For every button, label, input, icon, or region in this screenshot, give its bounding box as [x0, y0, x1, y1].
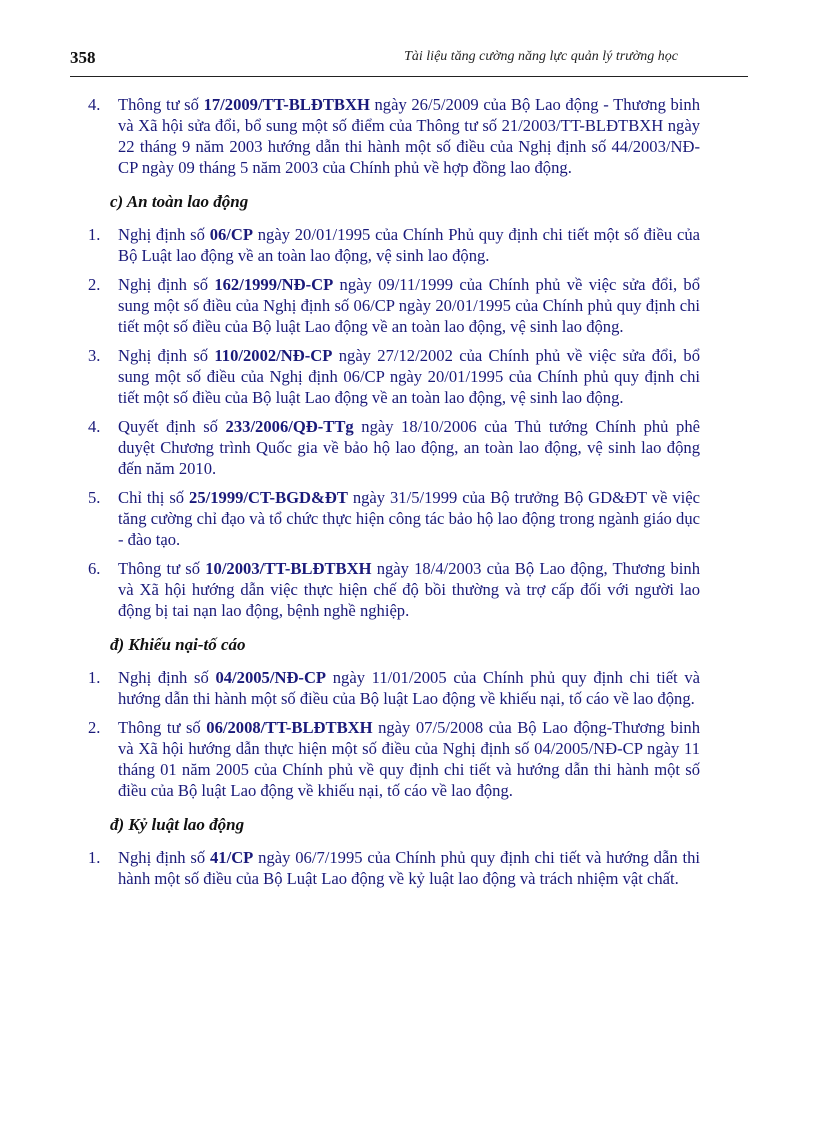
item-description: ngày 18/10/2006 của Thủ tướng Chính phủ phê duyệt Chương trình Quốc gia về bảo hộ lao động, an toàn lao động, vệ sinh lao động đến năm 2010.: [118, 417, 700, 478]
list-item-number: 1.: [88, 848, 101, 867]
list-item-number: 2.: [88, 275, 101, 294]
list-item-text: [118, 558, 700, 621]
list-item: [88, 274, 700, 337]
list-item-number: 6.: [88, 559, 101, 578]
page-number: 358: [70, 48, 96, 67]
document-body: [88, 94, 700, 897]
list-item-number: 4.: [88, 417, 101, 436]
item-prefix: Nghị định số: [118, 668, 216, 687]
list-item-text: [118, 274, 700, 337]
item-description: ngày 26/5/2009 của Bộ Lao động - Thương binh và Xã hội sửa đổi, bổ sung một số điểm của Thông tư số 21/2003/TT-BLĐTBXH ngày 22 tháng 9 năm 2003 hướng dẫn thi hành một số điều của Nghị định số 44/2003/NĐ-CP ngày 09 tháng 5 năm 2003 của Chính phủ về hợp đồng lao động.: [118, 95, 700, 177]
item-description: ngày 11/01/2005 của Chính phủ quy định chi tiết và hướng dẫn thi hành một số điều của Bộ luật Lao động về khiếu nại, tố cáo về lao động.: [118, 668, 700, 708]
item-prefix: Nghị định số: [118, 225, 210, 244]
document-code: 41/CP: [209, 848, 254, 867]
list-item-text: [118, 717, 700, 801]
item-prefix: Chỉ thị số: [118, 488, 190, 507]
item-description: ngày 09/11/1999 của Chính phủ về việc sửa đổi, bổ sung một số điều của Nghị định số 06/CP ngày 20/01/1995 của Chính phủ quy định chi tiết một số điều của Bộ luật Lao động về an toàn lao động, vệ sinh lao động.: [118, 275, 700, 336]
list-item-number: 3.: [88, 346, 101, 365]
list-item-text: [118, 224, 700, 266]
list-item: [88, 345, 700, 408]
item-prefix: Thông tư số: [118, 718, 207, 737]
list-item: [88, 717, 700, 801]
item-description: ngày 31/5/1999 của Bộ trưởng Bộ GD&ĐT về việc tăng cường chỉ đạo và tổ chức thực hiện công tác bảo hộ lao động trong ngành giáo dục - đào tạo.: [118, 488, 700, 549]
item-prefix: Quyết định số: [118, 417, 226, 436]
document-code: 233/2006/QĐ-TTg: [225, 417, 354, 436]
list-item-text: [118, 847, 700, 889]
running-title: Tài liệu tăng cường năng lực quản lý trường học: [404, 49, 678, 64]
list-item-number: 4.: [88, 95, 101, 114]
item-description: ngày 27/12/2002 của Chính phủ về việc sửa đổi, bổ sung một số điều của Nghị định 06/CP ngày 20/01/1995 của Chính phủ quy định chi tiết một số điều của Bộ luật Lao động về an toàn lao động, vệ sinh lao động.: [118, 346, 700, 407]
document-code: 162/1999/NĐ-CP: [214, 275, 334, 294]
section-heading: đ) Kỷ luật lao động: [110, 815, 245, 834]
list-item-text: [118, 487, 700, 550]
list-item: [88, 224, 700, 266]
list-item: [88, 416, 700, 479]
section-heading: c) An toàn lao động: [110, 192, 249, 211]
list-item-number: 1.: [88, 225, 101, 244]
list-item: [88, 667, 700, 709]
list-item: [88, 487, 700, 550]
list-item-text: [118, 416, 700, 479]
item-prefix: Nghị định số: [118, 275, 215, 294]
section-heading: đ) Khiếu nại-tố cáo: [110, 635, 246, 654]
item-description: ngày 20/01/1995 của Chính Phủ quy định chi tiết một số điều của Bộ Luật lao động về an toàn lao động, vệ sinh lao động.: [118, 225, 700, 265]
document-code: 10/2003/TT-BLĐTBXH: [205, 559, 372, 578]
document-code: 25/1999/CT-BGD&ĐT: [189, 488, 348, 507]
list-item-number: 1.: [88, 668, 101, 687]
document-code: 110/2002/NĐ-CP: [214, 346, 333, 365]
item-description: ngày 07/5/2008 của Bộ Lao động-Thương binh và Xã hội hướng dẫn thực hiện một số điều của Nghị định số 04/2005/NĐ-CP ngày 11 tháng 01 năm 2005 của Chính phủ về quy định chi tiết và hướng dẫn thi hành một số điều của Bộ luật Lao động về khiếu nại, tố cáo về lao động.: [118, 718, 700, 800]
document-code: 17/2009/TT-BLĐTBXH: [203, 95, 370, 114]
item-prefix: Thông tư số: [118, 95, 204, 114]
list-item-number: 5.: [88, 488, 101, 507]
document-code: 06/CP: [209, 225, 254, 244]
item-prefix: Nghị định số: [118, 346, 215, 365]
item-description: ngày 06/7/1995 của Chính phủ quy định chi tiết và hướng dẫn thi hành một số điều của Bộ Luật Lao động về kỷ luật lao động và trách nhiệm vật chất.: [118, 848, 700, 888]
list-item-text: [118, 667, 700, 709]
document-code: 06/2008/TT-BLĐTBXH: [206, 718, 373, 737]
list-item-text: [118, 345, 700, 408]
document-code: 04/2005/NĐ-CP: [215, 668, 327, 687]
list-item-text: [118, 94, 700, 178]
list-item: [88, 847, 700, 889]
item-prefix: Nghị định số: [118, 848, 210, 867]
list-item: [88, 558, 700, 621]
list-item: [88, 94, 700, 178]
list-item-number: 2.: [88, 718, 101, 737]
page-header: [70, 46, 748, 77]
item-prefix: Thông tư số: [118, 559, 206, 578]
item-description: ngày 18/4/2003 của Bộ Lao động, Thương binh và Xã hội hướng dẫn việc thực hiện chế độ bồi thường và trợ cấp đối với người lao động bị tai nạn lao động, bệnh nghề nghiệp.: [118, 559, 700, 620]
